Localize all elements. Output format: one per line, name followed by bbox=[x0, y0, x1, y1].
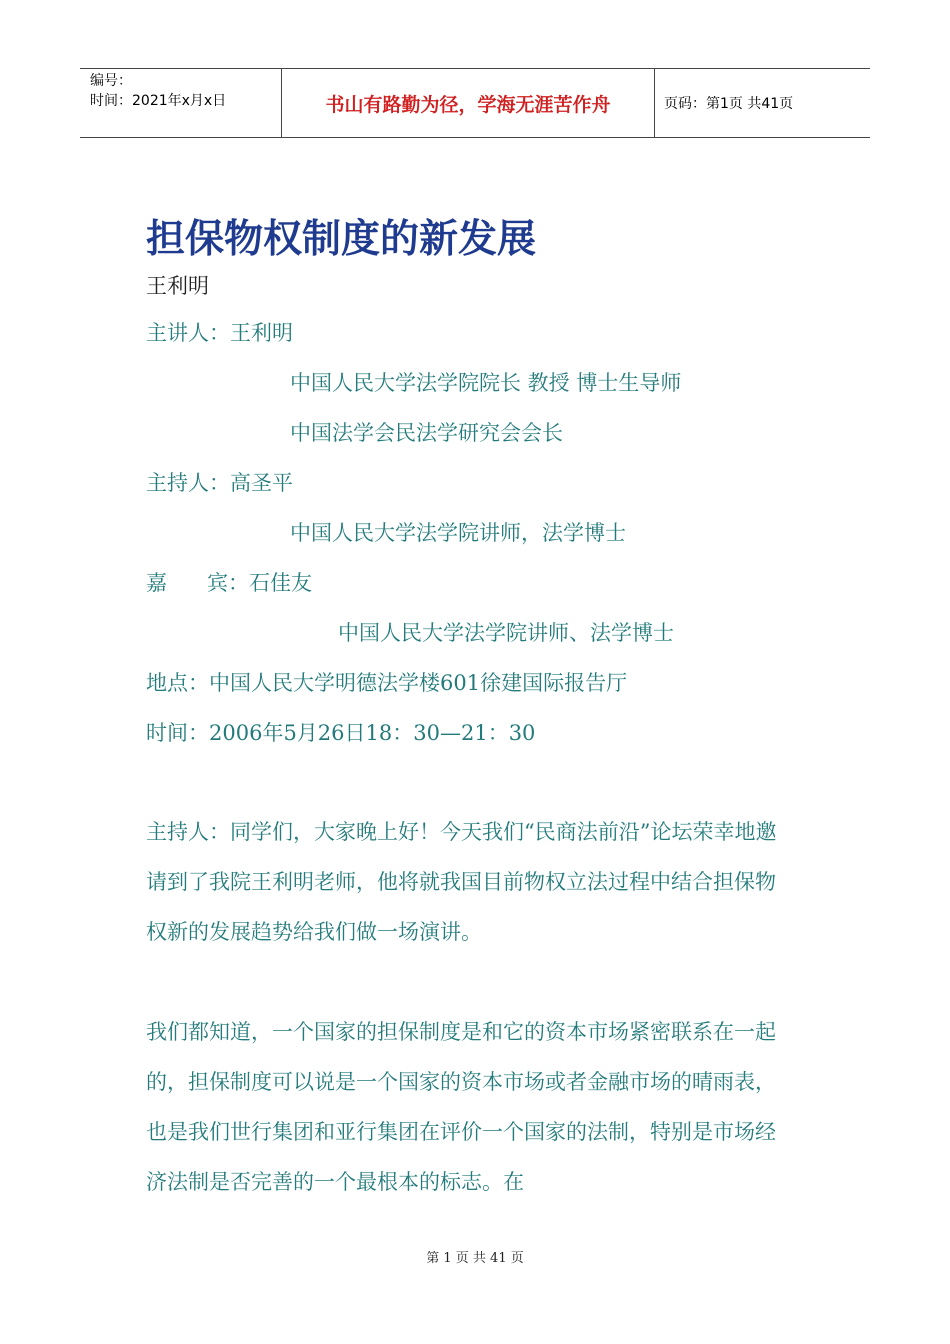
speaker-role-1: 中国人民大学法学院院长 教授 博士生导师 bbox=[290, 371, 682, 395]
header-left-cell bbox=[90, 71, 226, 111]
motto-text: 书山有路勤为径，学海无涯苦作舟 bbox=[325, 93, 611, 116]
header-motto-cell bbox=[281, 69, 655, 137]
time-label: 时间：2021年x月x日 bbox=[90, 93, 227, 109]
paragraph-intro: 主持人：同学们，大家晚上好！今天我们“民商法前沿”论坛荣幸地邀请到了我院王利明老师，他将就我国目前物权立法过程中结合担保物权新的发展趋势给我们做一场演讲。 bbox=[146, 820, 777, 944]
paragraph-body: 我们都知道，一个国家的担保制度是和它的资本市场紧密联系在一起的，担保制度可以说是一个国家的资本市场或者金融市场的晴雨表，也是我们世行集团和亚行集团在评价一个国家的法制，特别是市场经济法制是否完善的一个最根本的标志。在 bbox=[146, 1020, 776, 1194]
host-line: 主持人：高圣平 bbox=[146, 471, 293, 495]
page-header bbox=[80, 68, 870, 138]
author-name: 王利明 bbox=[146, 274, 209, 298]
speaker-role-2: 中国法学会民法学研究会会长 bbox=[290, 421, 563, 445]
document-title: 担保物权制度的新发展 bbox=[146, 217, 537, 262]
location-line: 地点：中国人民大学明德法学楼601徐建国际报告厅 bbox=[146, 671, 628, 695]
speaker-line: 主讲人：王利明 bbox=[146, 321, 293, 345]
time-line: 时间：2006年5月26日18：30—21：30 bbox=[146, 721, 536, 745]
host-role: 中国人民大学法学院讲师，法学博士 bbox=[290, 521, 626, 545]
page-info-text: 页码：第1页 共41页 bbox=[664, 96, 794, 112]
header-page-info bbox=[664, 69, 793, 137]
guest-line: 嘉 宾：石佳友 bbox=[146, 571, 313, 595]
guest-role: 中国人民大学法学院讲师、法学博士 bbox=[338, 621, 674, 645]
page-footer: 第 1 页 共 41 页 bbox=[426, 1251, 524, 1266]
number-label: 编号： bbox=[90, 73, 132, 89]
